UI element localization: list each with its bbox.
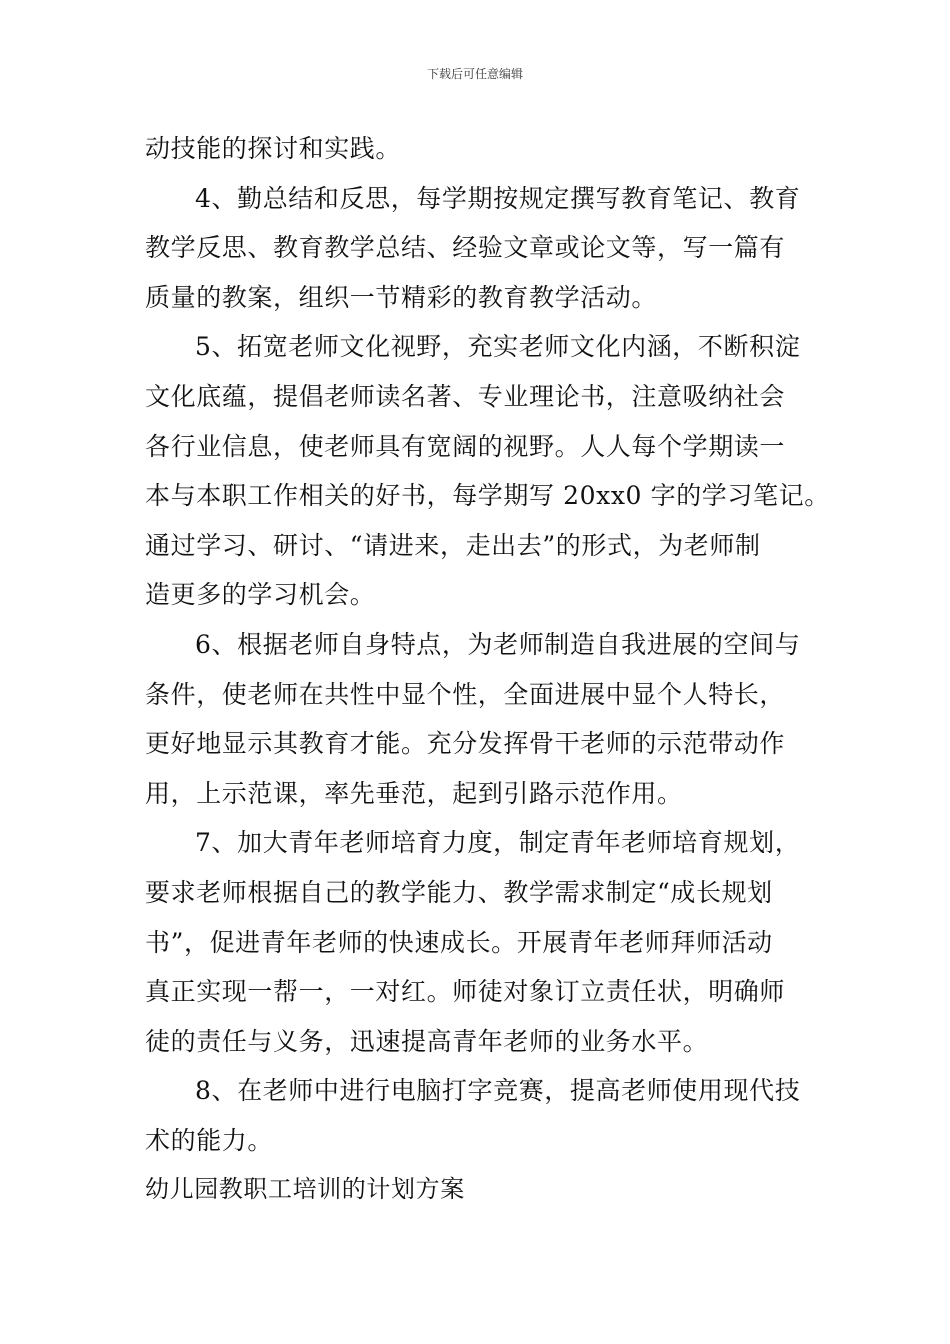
paragraph-line: 教学反思、教育教学总结、经验文章或论文等，写一篇有 (145, 233, 786, 263)
paragraph-line: 更好地显示其教育才能。充分发挥骨干老师的示范带动作 (145, 729, 786, 759)
paragraph-line: 各行业信息，使老师具有宽阔的视野。人人每个学期读一 (145, 431, 786, 461)
paragraph-line: 通过学习、研讨、“请进来，走出去”的形式，为老师制 (145, 530, 761, 560)
paragraph-line: 7、加大青年老师培育力度，制定青年老师培育规划， (195, 828, 801, 858)
paragraph-line: 质量的教案，组织一节精彩的教育教学活动。 (145, 282, 658, 312)
section-title: 幼儿园教职工培训的计划方案 (145, 1175, 465, 1204)
paragraph-line: 术的能力。 (145, 1125, 274, 1155)
paragraph-line: 书”，促进青年老师的快速成长。开展青年老师拜师活动 (145, 927, 773, 957)
paragraph-line: 要求老师根据自己的教学能力、教学需求制定“成长规划 (145, 877, 773, 907)
page-header: 下载后可任意编辑 (426, 67, 523, 81)
paragraph-line: 文化底蕴，提倡老师读名著、专业理论书，注意吸纳社会 (145, 381, 786, 411)
paragraph-line: 8、在老师中进行电脑打字竞赛，提高老师使用现代技 (195, 1076, 801, 1106)
paragraph-line: 本与本职工作相关的好书，每学期写 20xx0 字的学习笔记。 (145, 481, 830, 511)
document-body (145, 124, 830, 1215)
paragraph-line: 徒的责任与义务，迅速提高青年老师的业务水平。 (145, 1026, 709, 1056)
paragraph-line: 造更多的学习机会。 (145, 580, 376, 610)
paragraph-line: 5、拓宽老师文化视野，充实老师文化内涵，不断积淀 (195, 332, 801, 362)
paragraph-line: 4、勤总结和反思，每学期按规定撰写教育笔记、教育 (195, 183, 801, 213)
paragraph-line: 动技能的探讨和实践。 (145, 134, 402, 163)
paragraph-line: 用，上示范课，率先垂范，起到引路示范作用。 (145, 778, 683, 808)
paragraph-line: 真正实现一帮一，一对红。师徒对象订立责任状，明确师 (145, 977, 786, 1007)
paragraph-line: 条件，使老师在共性中显个性，全面进展中显个人特长， (145, 679, 786, 709)
paragraph-line: 6、根据老师自身特点，为老师制造自我进展的空间与 (195, 629, 801, 659)
